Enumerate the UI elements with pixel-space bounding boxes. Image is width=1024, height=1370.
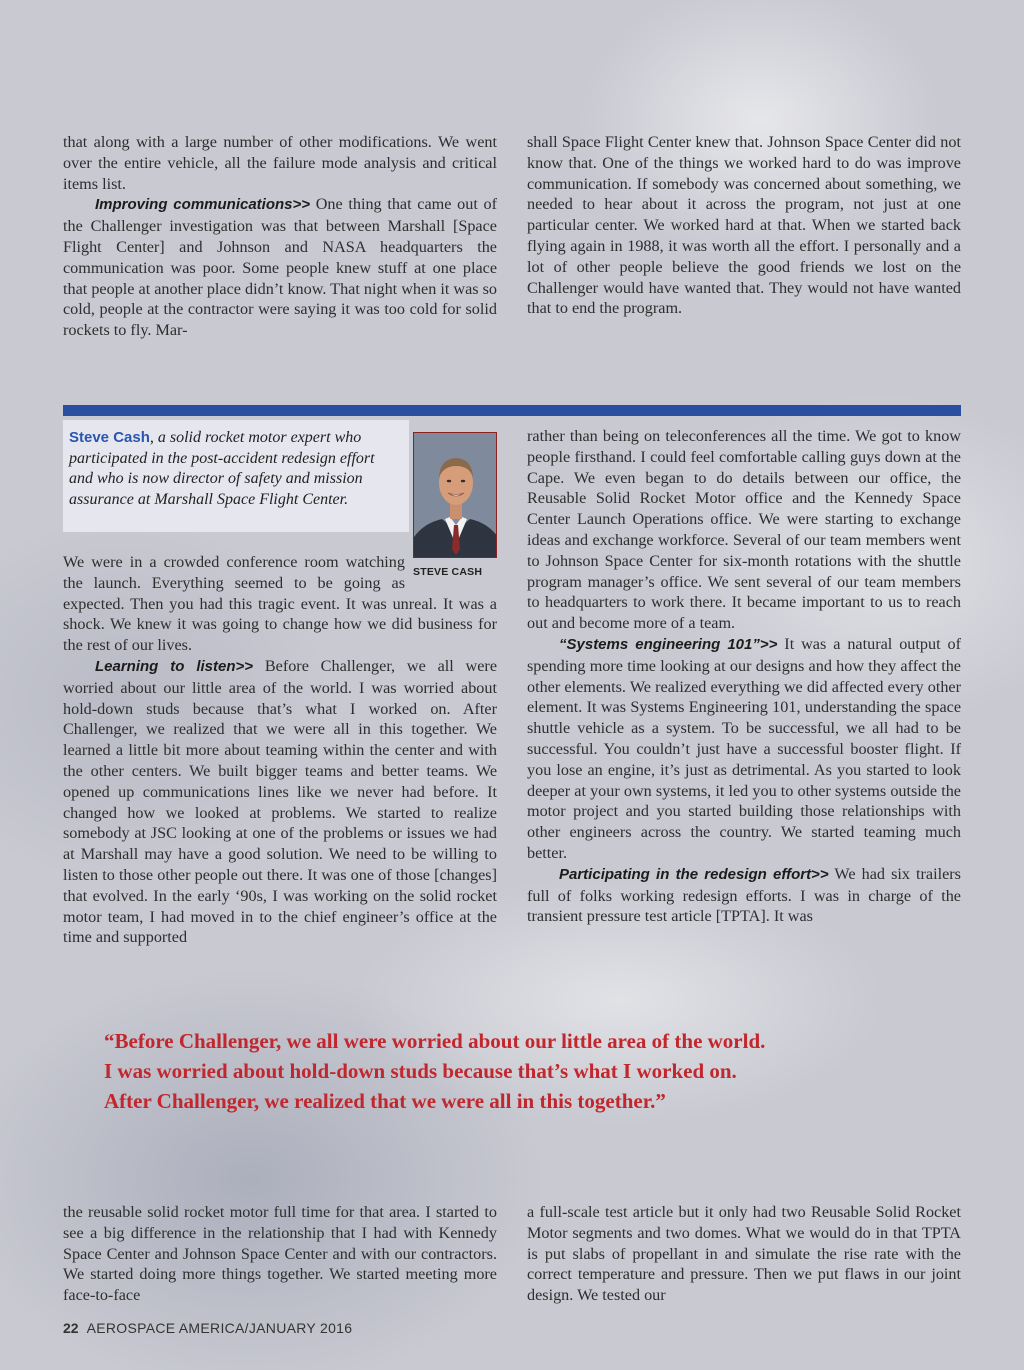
bio-name: Steve Cash	[69, 429, 150, 446]
bottom-left-column	[63, 1202, 497, 1306]
paragraph: a full-scale test article but it only had two Reusable Solid Rocket Motor segments and two domes. What we would do in that TPTA is put slabs of propellant in and simulate the rise rate with the correct temperature and pressure. Then we put flaws in our joint design. We tested our	[527, 1203, 961, 1305]
paragraph: “Systems engineering 101”>> It was a natural output of spending more time looking at our designs and how they affect the other elements. We realized everything we did affected every other element. It was Systems Engineering 101, understanding the space shuttle vehicle as a system. To be successful, we all had to be successful. You couldn’t just have a successful booster flight. If you lose an engine, it’s just as detrimental. As you started to look deeper at your own systems, it led you to other systems outside the motor project and you started building those relationships with other engineers across the country. We started teaming much better.	[527, 634, 961, 862]
photo-caption: STEVE CASH	[413, 566, 483, 578]
paragraph: rather than being on teleconferences all the time. We got to know people firsthand. I could feel comfortable calling guys down at the Cape. We even began to do details between our office, the Reusable Solid Rocket Motor office and the Kennedy Space Center Launch Operations office. We were starting to exchange ideas and exchange workforce. Several of our team members went to Johnson Space Center for six-month rotations with the shuttle program manager’s office. We sent several of our team members to headquarters to work there. It became important to us to reach out and become more of a team.	[527, 427, 961, 633]
page-footer	[63, 1320, 352, 1336]
paragraph: We were in a crowded conference room watching the launch. Everything seemed to be going as expected. Then you had this tragic event. It was unreal. It was a shock. We knew it was going to change how we did business for the rest of our lives.	[63, 553, 497, 655]
bio-box	[63, 420, 409, 532]
top-left-column	[63, 132, 497, 341]
paragraph: Improving communications>> One thing that came out of the Challenger investigation was that between Marshall [Space Flight Center] and Johnson and NASA headquarters the communication was poor. Some people knew stuff at one place that people at another place didn’t know. That night when it was so cold, people at the contractor were saying it was too cold for solid rockets to fly. Mar-	[63, 195, 497, 340]
mid-left-column	[63, 552, 497, 948]
paragraph: the reusable solid rocket motor full time for that area. I started to see a big difference in the relationship that I had with Kennedy Space Center and Johnson Space Center and with our contractors. We started doing more things together. We started meeting more face-to-face	[63, 1203, 497, 1305]
section-rule	[63, 405, 961, 416]
bottom-right-column	[527, 1202, 961, 1306]
photo-float-space	[405, 552, 497, 590]
pull-quote-line: After Challenger, we realized that we were all in this together.”	[104, 1089, 666, 1113]
pull-quote-line: “Before Challenger, we all were worried about our little area of the world.	[104, 1029, 766, 1053]
paragraph: Participating in the redesign effort>> We had six trailers full of folks working redesign efforts. I was in charge of the transient pressure test article [TPTA]. It was	[527, 864, 961, 926]
pull-quote-line: I was worried about hold-down studs because that’s what I worked on.	[104, 1059, 737, 1083]
bio-description: , a solid rocket motor expert who participated in the post-accident redesign effort and who is now director of safety and mission assurance at Marshall Space Flight Center.	[69, 429, 375, 508]
subhead: Improving communications>>	[95, 196, 311, 214]
paragraph: that along with a large number of other modifications. We went over the entire vehicle, all the failure mode analysis and critical items list.	[63, 133, 497, 193]
page-number: 22	[63, 1320, 79, 1336]
portrait-illustration	[414, 433, 497, 558]
paragraph: Learning to listen>> Before Challenger, we all were worried about our little area of the world. I was worried about hold-down studs because that’s what I worked on. After Challenger, we realized that we were all in this together. We learned a little bit more about teaming within the center and with the other centers. We built bigger teams and better teams. We opened up communications lines like we never had before. It changed how we looked at problems. We started to realize somebody at JSC looking at one of the problems or issues we had at Marshall may have a good solution. We need to be willing to listen to those other people out there. It was one of those [changes] that evolved. In the early ‘90s, I was working on the solid rocket motor team, I had moved in to the chief engineer’s office at the time and supported	[63, 656, 498, 947]
mid-right-column	[527, 426, 961, 927]
magazine-issue: AEROSPACE AMERICA/JANUARY 2016	[86, 1320, 353, 1336]
subhead: Participating in the redesign effort>>	[559, 865, 829, 883]
subhead: “Systems engineering 101”>>	[559, 635, 778, 653]
pull-quote	[104, 1026, 904, 1116]
portrait-photo	[413, 432, 497, 558]
paragraph: shall Space Flight Center knew that. Johnson Space Center did not know that. One of the things we worked hard to do was improve communication. If somebody was concerned about something, we needed to hear about it across the program, not just at one particular center. We worked hard at that. When we started back flying again in 1988, it was worth all the effort. I personally and a lot of other people believe the good friends we lost on the Challenger would have wanted that. They would not have wanted that to end the program.	[527, 133, 961, 318]
top-right-column	[527, 132, 961, 319]
subhead: Learning to listen>>	[95, 657, 254, 675]
